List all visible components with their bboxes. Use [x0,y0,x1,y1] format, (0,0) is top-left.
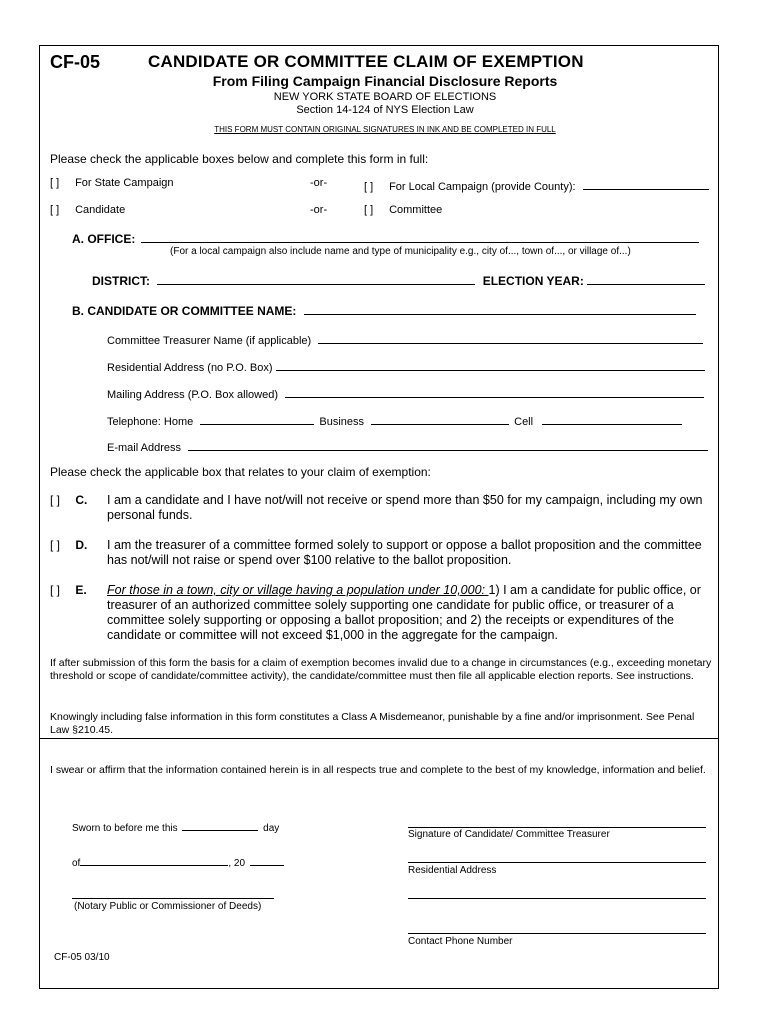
claim-d-label: D. [75,538,88,552]
oath-residential-label: Residential Address [408,865,497,876]
business-label: Business [319,416,364,428]
ink-notice: THIS FORM MUST CONTAIN ORIGINAL SIGNATURES IN INK AND BE COMPLETED IN FULL [214,125,556,134]
law-section: Section 14-124 of NYS Election Law [296,104,474,116]
contact-phone-label: Contact Phone Number [408,936,513,947]
claim-d-text: I am the treasurer of a committee formed solely to support or oppose a ballot proposition and the committee has not/will not raise or spend over $100 relative to the ballot proposition. [107,538,702,567]
treasurer-field[interactable] [318,331,703,344]
contact-phone-line[interactable] [408,933,706,934]
false-info-note: Knowingly including false information in this form constitutes a Class A Misdemeanor, punishable by a fine and/or imprisonment. See Penal Law §210.45. [50,711,695,736]
claim-c-label: C. [75,493,88,507]
notary-signature-line[interactable] [72,898,274,899]
local-campaign-checkbox[interactable]: [ ] [364,181,374,193]
form-id: CF-05 [50,52,101,72]
district-label: DISTRICT: [92,274,150,288]
claim-e-label: E. [75,583,87,597]
agency-name: NEW YORK STATE BOARD OF ELECTIONS [273,91,497,103]
day-label: day [263,823,280,834]
candidate-checkbox[interactable]: [ ] [50,204,60,216]
signature-label: Signature of Candidate/ Committee Treasurer [408,829,610,840]
cell-label: Cell [514,416,534,428]
or-label: -or- [310,204,328,216]
claim-e-text: 1) I am a candidate for public office, or treasurer of an authorized committee solely supporting one candidate for public office, or treasurer of a committee solely supporting or opposing a ballot proposition; and 2) the receipts or expenditures of the candidate or committee will not exceed $1,000 in the aggregate for the campaign. [107,583,701,642]
committee-label: Committee [389,204,443,216]
sworn-day-field[interactable] [182,818,258,831]
residential-label: Residential Address (no P.O. Box) [107,362,273,374]
residential-address-line[interactable] [408,862,706,863]
home-phone-field[interactable] [200,412,314,425]
email-label: E-mail Address [107,442,181,454]
of-label: of [72,858,81,869]
mailing-field[interactable] [285,385,704,398]
claim-e-paragraph [107,583,713,643]
state-campaign-checkbox[interactable]: [ ] [50,177,60,189]
claim-intro: Please check the applicable box that relates to your claim of exemption: [50,465,431,479]
year-label: , 20 [228,858,246,869]
mailing-label: Mailing Address (P.O. Box allowed) [107,389,278,401]
claim-c-text: I am a candidate and I have not/will not receive or spend more than $50 for my campaign, including my own personal funds. [107,493,703,522]
claim-e-checkbox[interactable]: [ ] [50,583,61,597]
email-field[interactable] [188,438,708,451]
sworn-month-field[interactable] [80,853,228,866]
treasurer-label: Committee Treasurer Name (if applicable) [107,335,312,347]
local-campaign-label: For Local Campaign (provide County): [389,181,576,193]
residential-field[interactable] [276,358,705,371]
sworn-year-field[interactable] [250,853,284,866]
office-label: A. OFFICE: [72,232,136,246]
candidate-label: Candidate [75,204,126,216]
cell-phone-field[interactable] [542,412,682,425]
state-campaign-label: For State Campaign [75,177,174,189]
claim-d-checkbox[interactable]: [ ] [50,538,61,552]
office-hint: (For a local campaign also include name and type of municipality e.g., city of..., town of..., or village of...) [170,246,631,257]
county-field[interactable] [583,177,709,190]
name-section-label: B. CANDIDATE OR COMMITTEE NAME: [72,304,297,318]
form-subtitle: From Filing Campaign Financial Disclosure Reports [212,73,558,89]
claim-c-checkbox[interactable]: [ ] [50,493,61,507]
form-revision: CF-05 03/10 [54,952,110,963]
office-field[interactable] [141,230,699,243]
election-year-label: ELECTION YEAR: [482,274,584,288]
or-label: -or- [310,177,328,189]
invalid-note: If after submission of this form the basis for a claim of exemption becomes invalid due to a change in circumstances (e.g., exceeding monetary threshold or scope of candidate/committee activity), the candidate/committee must then file all applicable election reports. See instructions. [50,657,712,682]
oath-divider [39,738,719,739]
instructions: Please check the applicable boxes below and complete this form in full: [50,152,429,166]
oath-text: I swear or affirm that the information contained herein is in all respects true and complete to the best of my knowledge, information and belief. [50,764,706,776]
signature-line[interactable] [408,827,706,828]
residential-address-line-2[interactable] [408,898,706,899]
committee-checkbox[interactable]: [ ] [364,204,374,216]
district-field[interactable] [157,272,475,285]
election-year-field[interactable] [587,272,705,285]
claim-e-lead: For those in a town, city or village having a population under 10,000: [107,583,489,597]
business-phone-field[interactable] [371,412,509,425]
sworn-label: Sworn to before me this [72,823,178,834]
notary-label: (Notary Public or Commissioner of Deeds) [74,901,262,912]
form-title: CANDIDATE OR COMMITTEE CLAIM OF EXEMPTION [148,52,584,71]
telephone-home-label: Telephone: Home [107,416,194,428]
candidate-name-field[interactable] [304,302,696,315]
